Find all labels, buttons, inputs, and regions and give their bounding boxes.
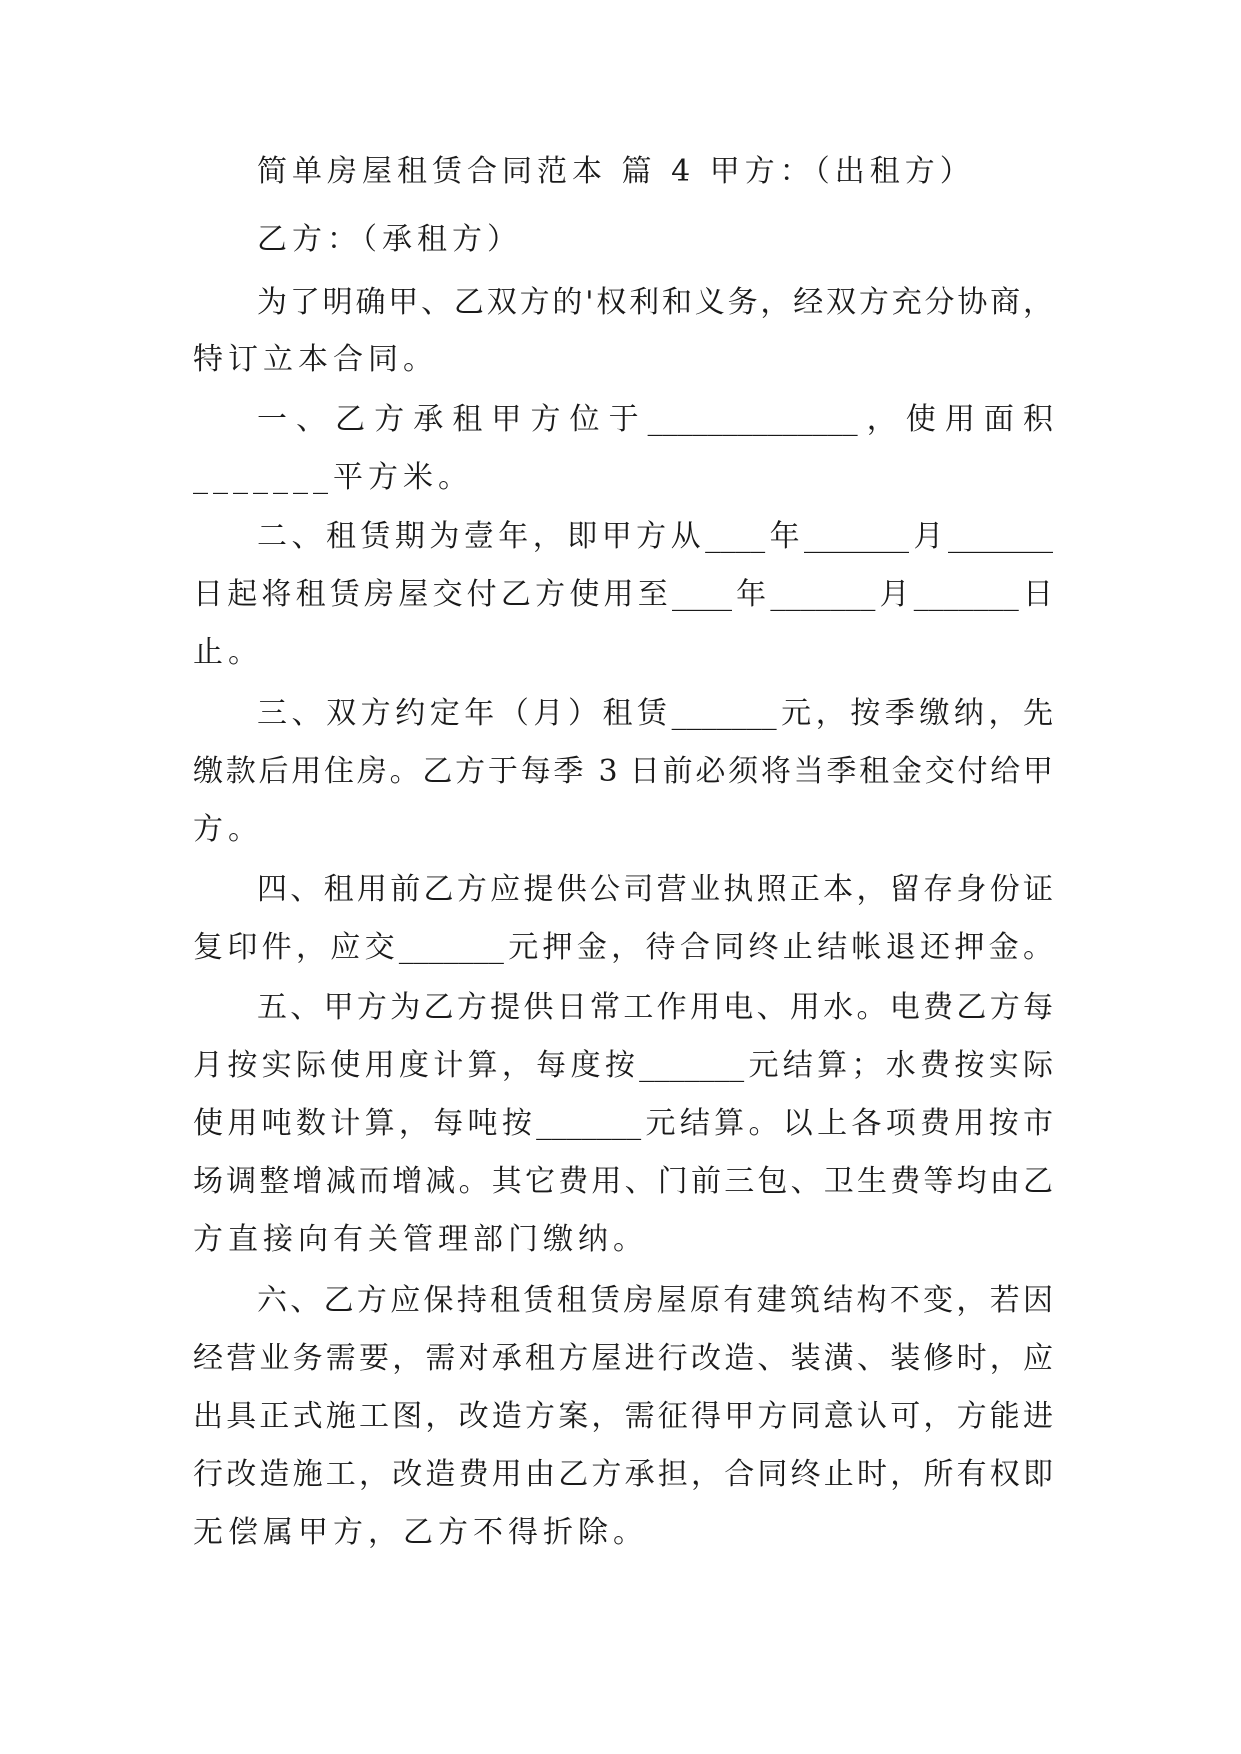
clause-1-line-2: _______平方米。 [193,460,473,495]
clause-5-line-3: 使用吨数计算，每吨按_______元结算。以上各项费用按市 [193,1106,1053,1141]
clause-5-line-2: 月按实际使用度计算，每度按_______元结算；水费按实际 [193,1048,1053,1083]
preamble-line-2: 特订立本合同。 [193,342,438,377]
preamble-line-1: 为了明确甲、乙双方的'权利和义务，经双方充分协商， [257,285,1053,320]
clause-2-line-3: 止。 [193,635,263,670]
clause-5-line-1: 五、甲方为乙方提供日常工作用电、用水。电费乙方每 [257,990,1053,1025]
party-b-line: 乙方：（承租方） [257,222,522,257]
clause-5-line-5: 方直接向有关管理部门缴纳。 [193,1222,648,1257]
clause-6-line-2: 经营业务需要，需对承租方屋进行改造、装潢、装修时，应 [193,1341,1053,1376]
clause-6-line-4: 行改造施工，改造费用由乙方承担，合同终止时，所有权即 [193,1457,1053,1492]
clause-4-line-2: 复印件，应交_______元押金，待合同终止结帐退还押金。 [193,930,1053,965]
title-line: 简单房屋租赁合同范本 篇 4 甲方：（出租方） [257,154,975,189]
clause-2-line-2: 日起将租赁房屋交付乙方使用至____年_______月_______日 [193,577,1053,612]
clause-6-line-5: 无偿属甲方，乙方不得折除。 [193,1515,648,1550]
clause-5-line-4: 场调整增减而增减。其它费用、门前三包、卫生费等均由乙 [193,1164,1053,1199]
clause-1-line-1: 一、乙方承租甲方位于______________，使用面积 [257,402,1053,437]
clause-3-line-1: 三、双方约定年（月）租赁_______元，按季缴纳，先 [257,696,1053,731]
clause-4-line-1: 四、租用前乙方应提供公司营业执照正本，留存身份证 [257,872,1053,907]
clause-6-line-3: 出具正式施工图，改造方案，需征得甲方同意认可，方能进 [193,1399,1053,1434]
clause-2-line-1: 二、租赁期为壹年，即甲方从____年_______月_______ [257,519,1053,554]
clause-3-line-2: 缴款后用住房。乙方于每季 3 日前必须将当季租金交付给甲 [193,754,1053,789]
clause-3-line-3: 方。 [193,812,263,847]
clause-6-line-1: 六、乙方应保持租赁租赁房屋原有建筑结构不变，若因 [257,1283,1053,1318]
